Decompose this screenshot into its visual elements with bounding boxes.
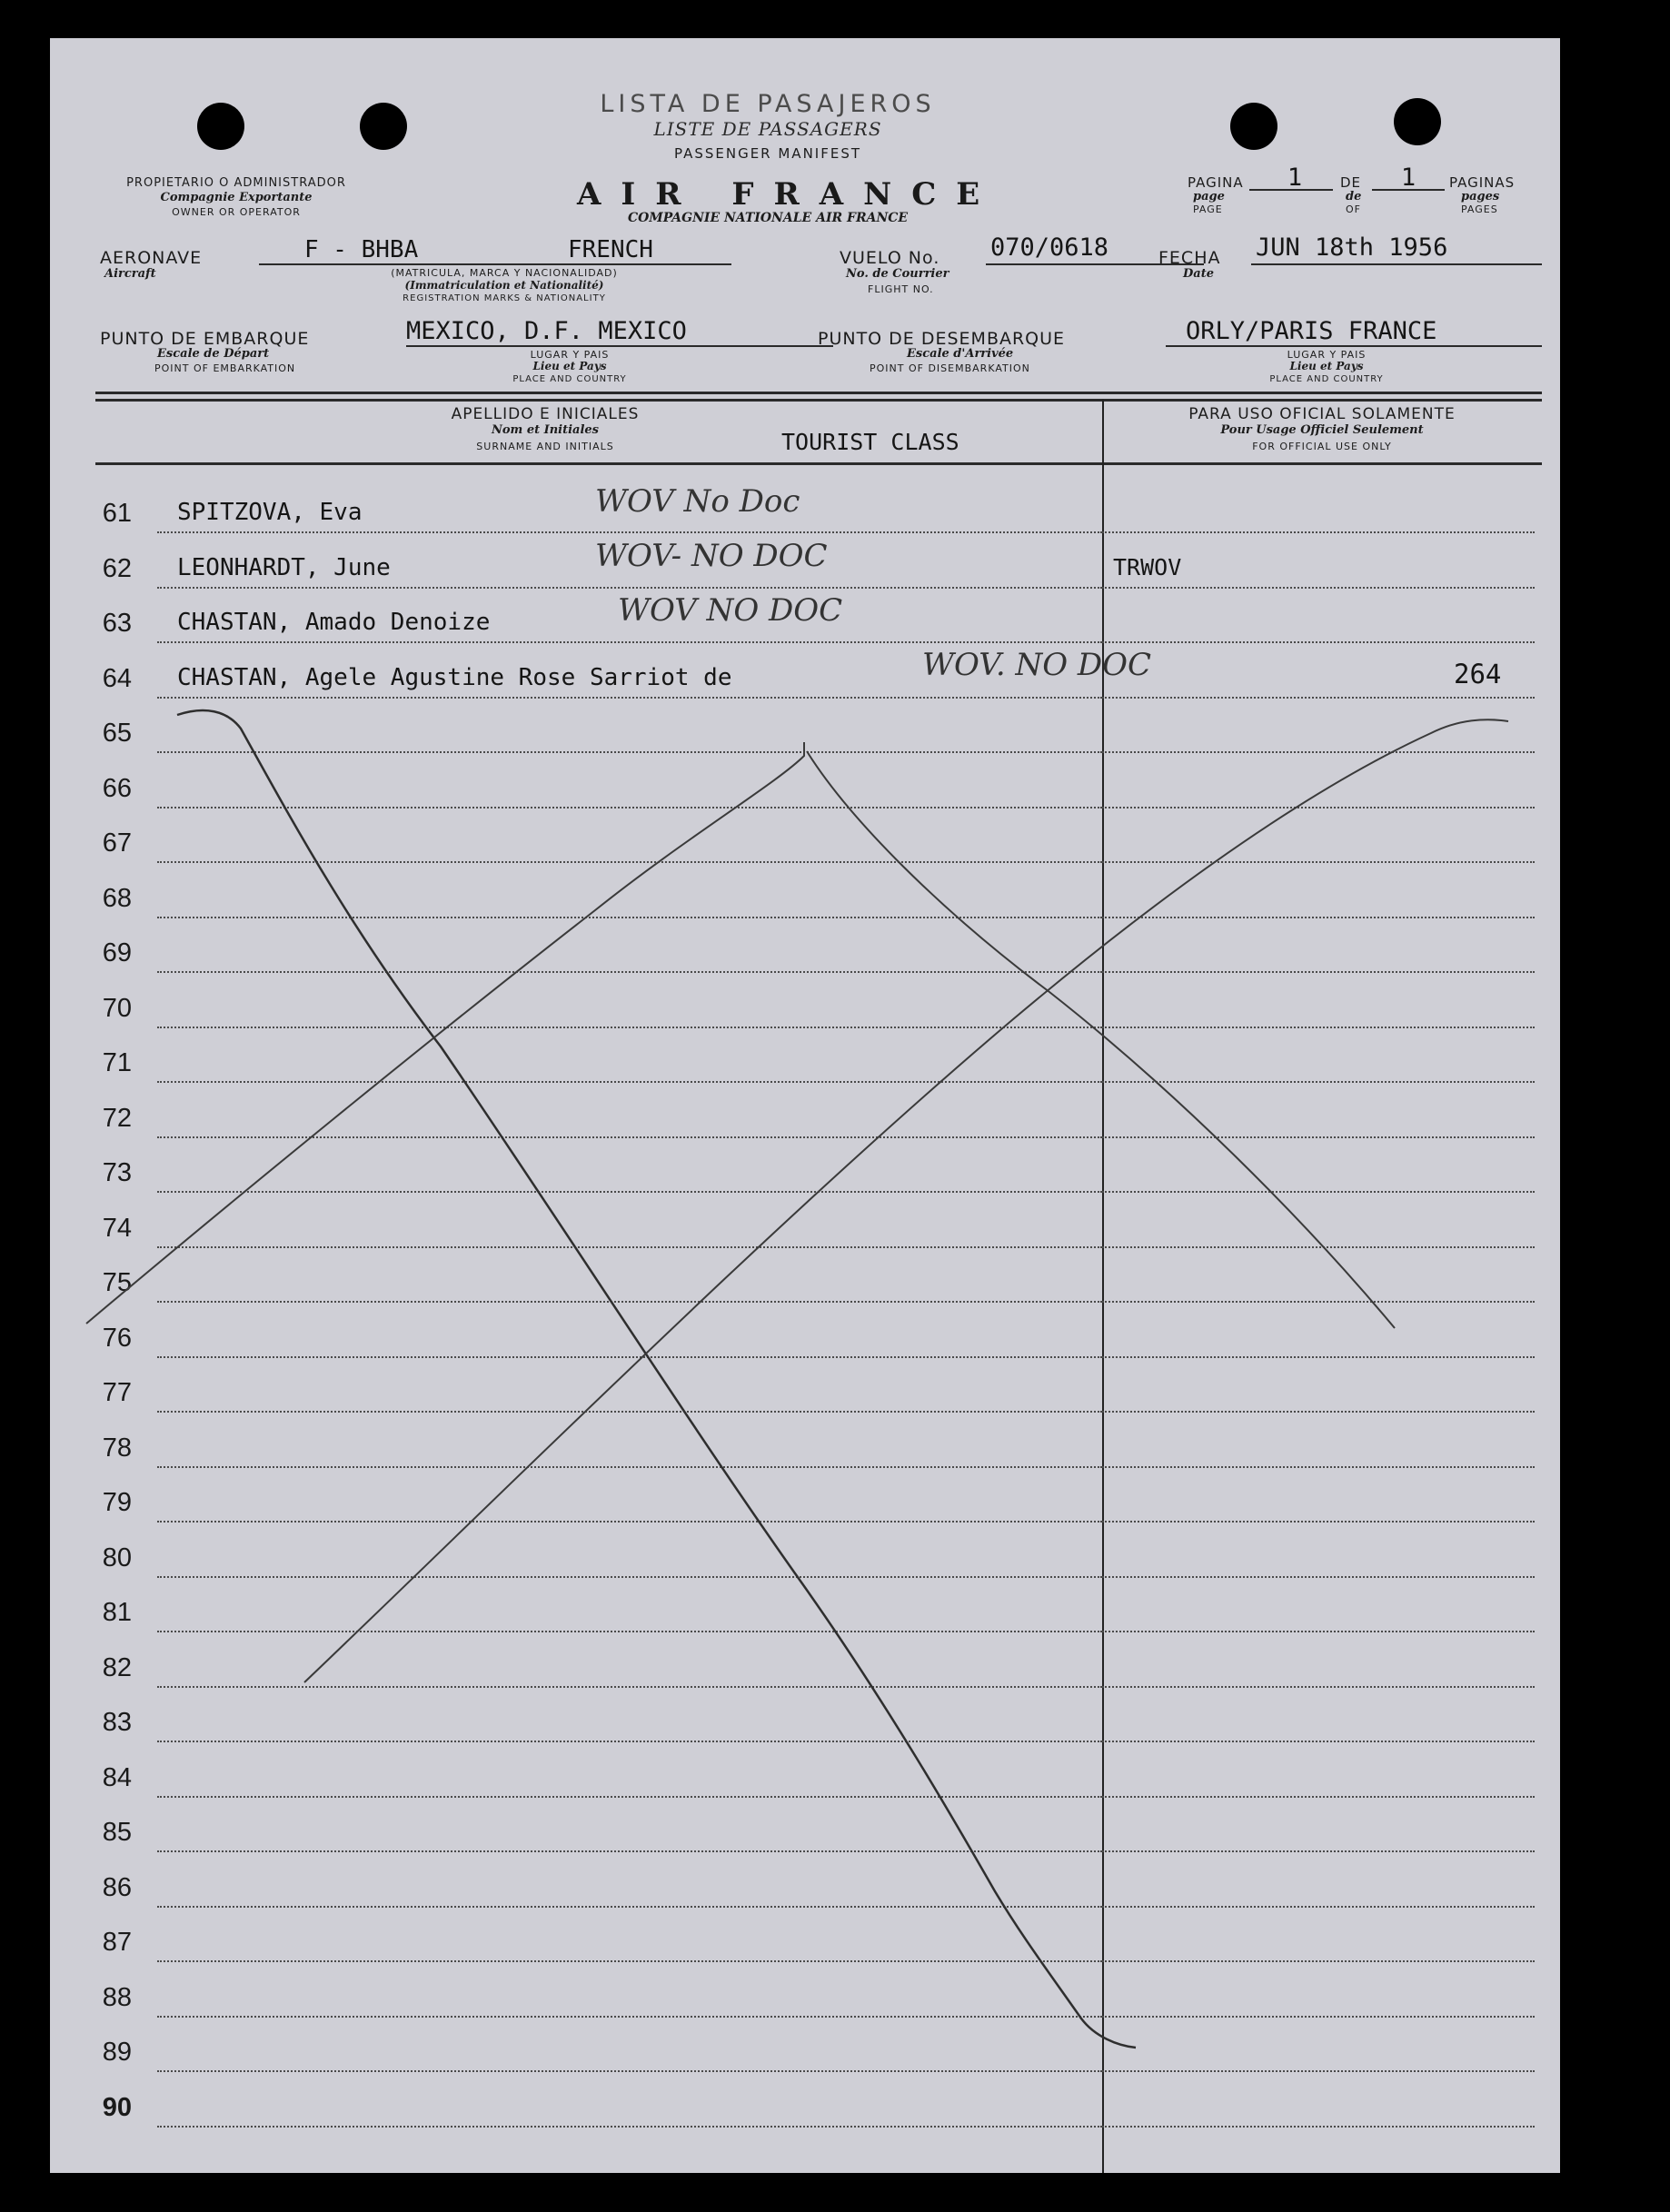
row-number: 67 bbox=[102, 828, 132, 858]
row-number: 63 bbox=[102, 609, 132, 638]
date-label-fr: Date bbox=[1183, 267, 1214, 281]
official-entry: 264 bbox=[1454, 659, 1502, 689]
cancel-stroke bbox=[86, 742, 804, 1324]
row-number: 90 bbox=[102, 2093, 132, 2122]
cancel-stroke bbox=[304, 719, 1508, 1682]
name-column-header-fr: Nom et Initiales bbox=[491, 423, 599, 437]
disembark-place-fr: Lieu et Pays bbox=[1289, 360, 1364, 372]
row-number: 77 bbox=[102, 1378, 132, 1407]
class-label: TOURIST CLASS bbox=[781, 429, 959, 455]
official-column-header: PARA USO OFICIAL SOLAMENTE bbox=[1188, 405, 1456, 423]
cancel-stroke bbox=[177, 710, 1136, 2048]
owner-label-en: OWNER OR OPERATOR bbox=[172, 206, 301, 218]
row-number: 65 bbox=[102, 719, 132, 748]
row-number: 72 bbox=[102, 1104, 132, 1133]
pagina-label-fr: page bbox=[1193, 190, 1225, 203]
row-number: 81 bbox=[102, 1598, 132, 1627]
flight-date: JUN 18th 1956 bbox=[1256, 233, 1448, 262]
passenger-name: LEONHARDT, June bbox=[177, 554, 391, 581]
disembark-value: ORLY/PARIS FRANCE bbox=[1186, 317, 1437, 345]
row-number: 73 bbox=[102, 1158, 132, 1187]
flight-label-fr: No. de Courrier bbox=[846, 267, 949, 281]
de-label: DE bbox=[1340, 174, 1362, 191]
disembark-label-en: POINT OF DISEMBARKATION bbox=[870, 362, 1030, 374]
owner-label-fr: Compagnie Exportante bbox=[160, 191, 313, 204]
airline-name: AIR FRANCE bbox=[577, 176, 1000, 213]
passenger-name: CHASTAN, Agele Agustine Rose Sarriot de bbox=[177, 664, 732, 691]
pagina-label-en: PAGE bbox=[1193, 203, 1223, 215]
aircraft-registration: F - BHBA bbox=[304, 236, 419, 263]
de-label-fr: de bbox=[1346, 190, 1362, 203]
passenger-name: CHASTAN, Amado Denoize bbox=[177, 609, 491, 636]
row-number: 85 bbox=[102, 1818, 132, 1847]
registration-note-en: REGISTRATION MARKS & NATIONALITY bbox=[403, 293, 606, 303]
embark-value: MEXICO, D.F. MEXICO bbox=[406, 317, 687, 345]
flight-label: VUELO No. bbox=[840, 248, 940, 268]
row-number: 80 bbox=[102, 1543, 132, 1572]
paginas-label: PAGINAS bbox=[1449, 174, 1516, 191]
manifest-title: LISTA DE PASAJEROS bbox=[600, 90, 936, 118]
embark-label-fr: Escale de Départ bbox=[157, 347, 270, 361]
registration-note-fr: (Immatriculation et Nationalité) bbox=[404, 279, 604, 292]
row-number: 86 bbox=[102, 1873, 132, 1902]
passenger-note: WOV NO DOC bbox=[618, 592, 843, 629]
paginas-label-en: PAGES bbox=[1461, 203, 1498, 215]
embark-label: PUNTO DE EMBARQUE bbox=[100, 329, 310, 349]
registration-note: (MATRICULA, MARCA Y NACIONALIDAD) bbox=[391, 267, 618, 279]
manifest-page bbox=[50, 38, 1560, 2173]
embark-label-en: POINT OF EMBARKATION bbox=[154, 362, 296, 374]
row-number: 82 bbox=[102, 1653, 132, 1682]
flight-number: 070/0618 bbox=[990, 233, 1109, 262]
page-total: 1 bbox=[1400, 164, 1417, 192]
embark-place-fr: Lieu et Pays bbox=[532, 360, 607, 372]
embark-place-en: PLACE AND COUNTRY bbox=[512, 374, 627, 384]
cancellation-strokes bbox=[50, 38, 1560, 2173]
row-number: 68 bbox=[102, 884, 132, 913]
owner-label: PROPIETARIO O ADMINISTRADOR bbox=[126, 176, 346, 190]
row-number: 62 bbox=[102, 554, 132, 583]
row-number: 64 bbox=[102, 664, 132, 693]
official-column-header-en: FOR OFFICIAL USE ONLY bbox=[1252, 441, 1392, 452]
row-number: 79 bbox=[102, 1488, 132, 1517]
name-column-header: APELLIDO E INICIALES bbox=[451, 405, 640, 423]
aircraft-nationality: FRENCH bbox=[568, 236, 653, 263]
airline-subtitle: COMPAGNIE NATIONALE AIR FRANCE bbox=[627, 211, 909, 225]
flight-label-en: FLIGHT NO. bbox=[868, 283, 934, 295]
row-number: 84 bbox=[102, 1763, 132, 1792]
pagina-label: PAGINA bbox=[1188, 174, 1244, 191]
official-entry: TRWOV bbox=[1113, 554, 1182, 580]
row-number: 76 bbox=[102, 1324, 132, 1353]
passenger-note: WOV- NO DOC bbox=[595, 538, 828, 574]
aircraft-label: AERONAVE bbox=[100, 248, 203, 268]
row-number: 87 bbox=[102, 1928, 132, 1957]
disembark-place: LUGAR Y PAIS bbox=[1287, 349, 1367, 361]
aircraft-label-fr: Aircraft bbox=[104, 267, 156, 281]
de-label-en: OF bbox=[1346, 203, 1361, 215]
row-number: 70 bbox=[102, 994, 132, 1023]
row-number: 61 bbox=[102, 499, 132, 528]
manifest-title-en: PASSENGER MANIFEST bbox=[673, 145, 862, 162]
passenger-note: WOV No Doc bbox=[595, 483, 800, 520]
row-number: 66 bbox=[102, 774, 132, 803]
manifest-title-fr: LISTE DE PASSAGERS bbox=[653, 118, 882, 140]
passenger-note: WOV. NO DOC bbox=[922, 647, 1152, 683]
row-number: 71 bbox=[102, 1048, 132, 1077]
date-label: FECHA bbox=[1158, 248, 1221, 268]
cancel-stroke bbox=[807, 751, 1395, 1328]
disembark-label-fr: Escale d'Arrivée bbox=[907, 347, 1014, 361]
row-number: 69 bbox=[102, 938, 132, 967]
name-column-header-en: SURNAME AND INITIALS bbox=[476, 441, 614, 452]
official-column-header-fr: Pour Usage Officiel Seulement bbox=[1220, 423, 1424, 437]
row-number: 74 bbox=[102, 1214, 132, 1243]
passenger-name: SPITZOVA, Eva bbox=[177, 499, 363, 526]
row-number: 89 bbox=[102, 2038, 132, 2067]
embark-place: LUGAR Y PAIS bbox=[530, 349, 610, 361]
row-number: 88 bbox=[102, 1983, 132, 2012]
row-number: 83 bbox=[102, 1708, 132, 1737]
paginas-label-fr: pages bbox=[1461, 190, 1500, 203]
disembark-label: PUNTO DE DESEMBARQUE bbox=[818, 329, 1066, 349]
row-number: 75 bbox=[102, 1268, 132, 1297]
disembark-place-en: PLACE AND COUNTRY bbox=[1269, 374, 1384, 384]
page-number: 1 bbox=[1287, 164, 1303, 192]
row-number: 78 bbox=[102, 1433, 132, 1463]
